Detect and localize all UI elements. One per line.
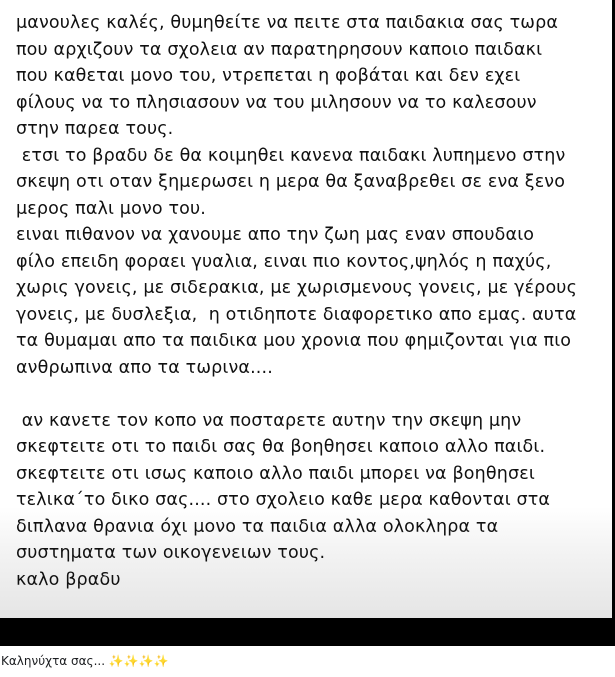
post-caption: Καληνύχτα σας... ✨✨✨✨ [1, 654, 169, 668]
post-image-text: μανουλες καλές, θυμηθείτε να πειτε στα παιδακια σας τωρα που αρχιζουν τα σχολεια αν παρατηρησουν καποιο παιδακι που καθεται μονο του, ντρεπεται η φοβάται και δεν εχει φίλους να το πλησιασουν να του μιλησουν να το καλεσουν στην παρεα τους. ετσι το βραδυ δε θα κοιμηθει κανενα παιδακι λυπημενο στην σκεψη οτι οταν ξημερωσει η μερα θα ξαναβρεθει σε ενα ξενο μερος παλι μονο του. ειναι πιθανον να χανουμε απο την ζωη μας εναν σπουδαιο φίλο επειδη φοραει γυαλια, ειναι πιο κοντος,ψηλός η παχύς, χωρις γονεις, με σιδερακια, με χωρισμενους γονεις, με γέρους γονεις, με δυσλεξια, η οτιδηποτε διαφορετικο απο εμας. αυτα τα θυμαμαι απο τα παιδικα μου χρονια που φημιζονται για πιο ανθρωπινα απο τα τωρινα.... αν κανετε τον κοπο να ποσταρετε αυτην την σκεψη μην σκεφτειτε οτι το παιδι σας θα βοηθησει καποιο αλλο παιδι. σκεφτειτε οτι ισως καποιο αλλο παιδι μπορει να βοηθησει τελικα΄το δικο σας.... στο σχολειο καθε μερα καθονται στα διπλανα θρανια όχι μονο τα παιδια αλλα ολοκληρα τα συστηματα των οικογενειων τους. καλο βραδυ [16, 13, 577, 590]
